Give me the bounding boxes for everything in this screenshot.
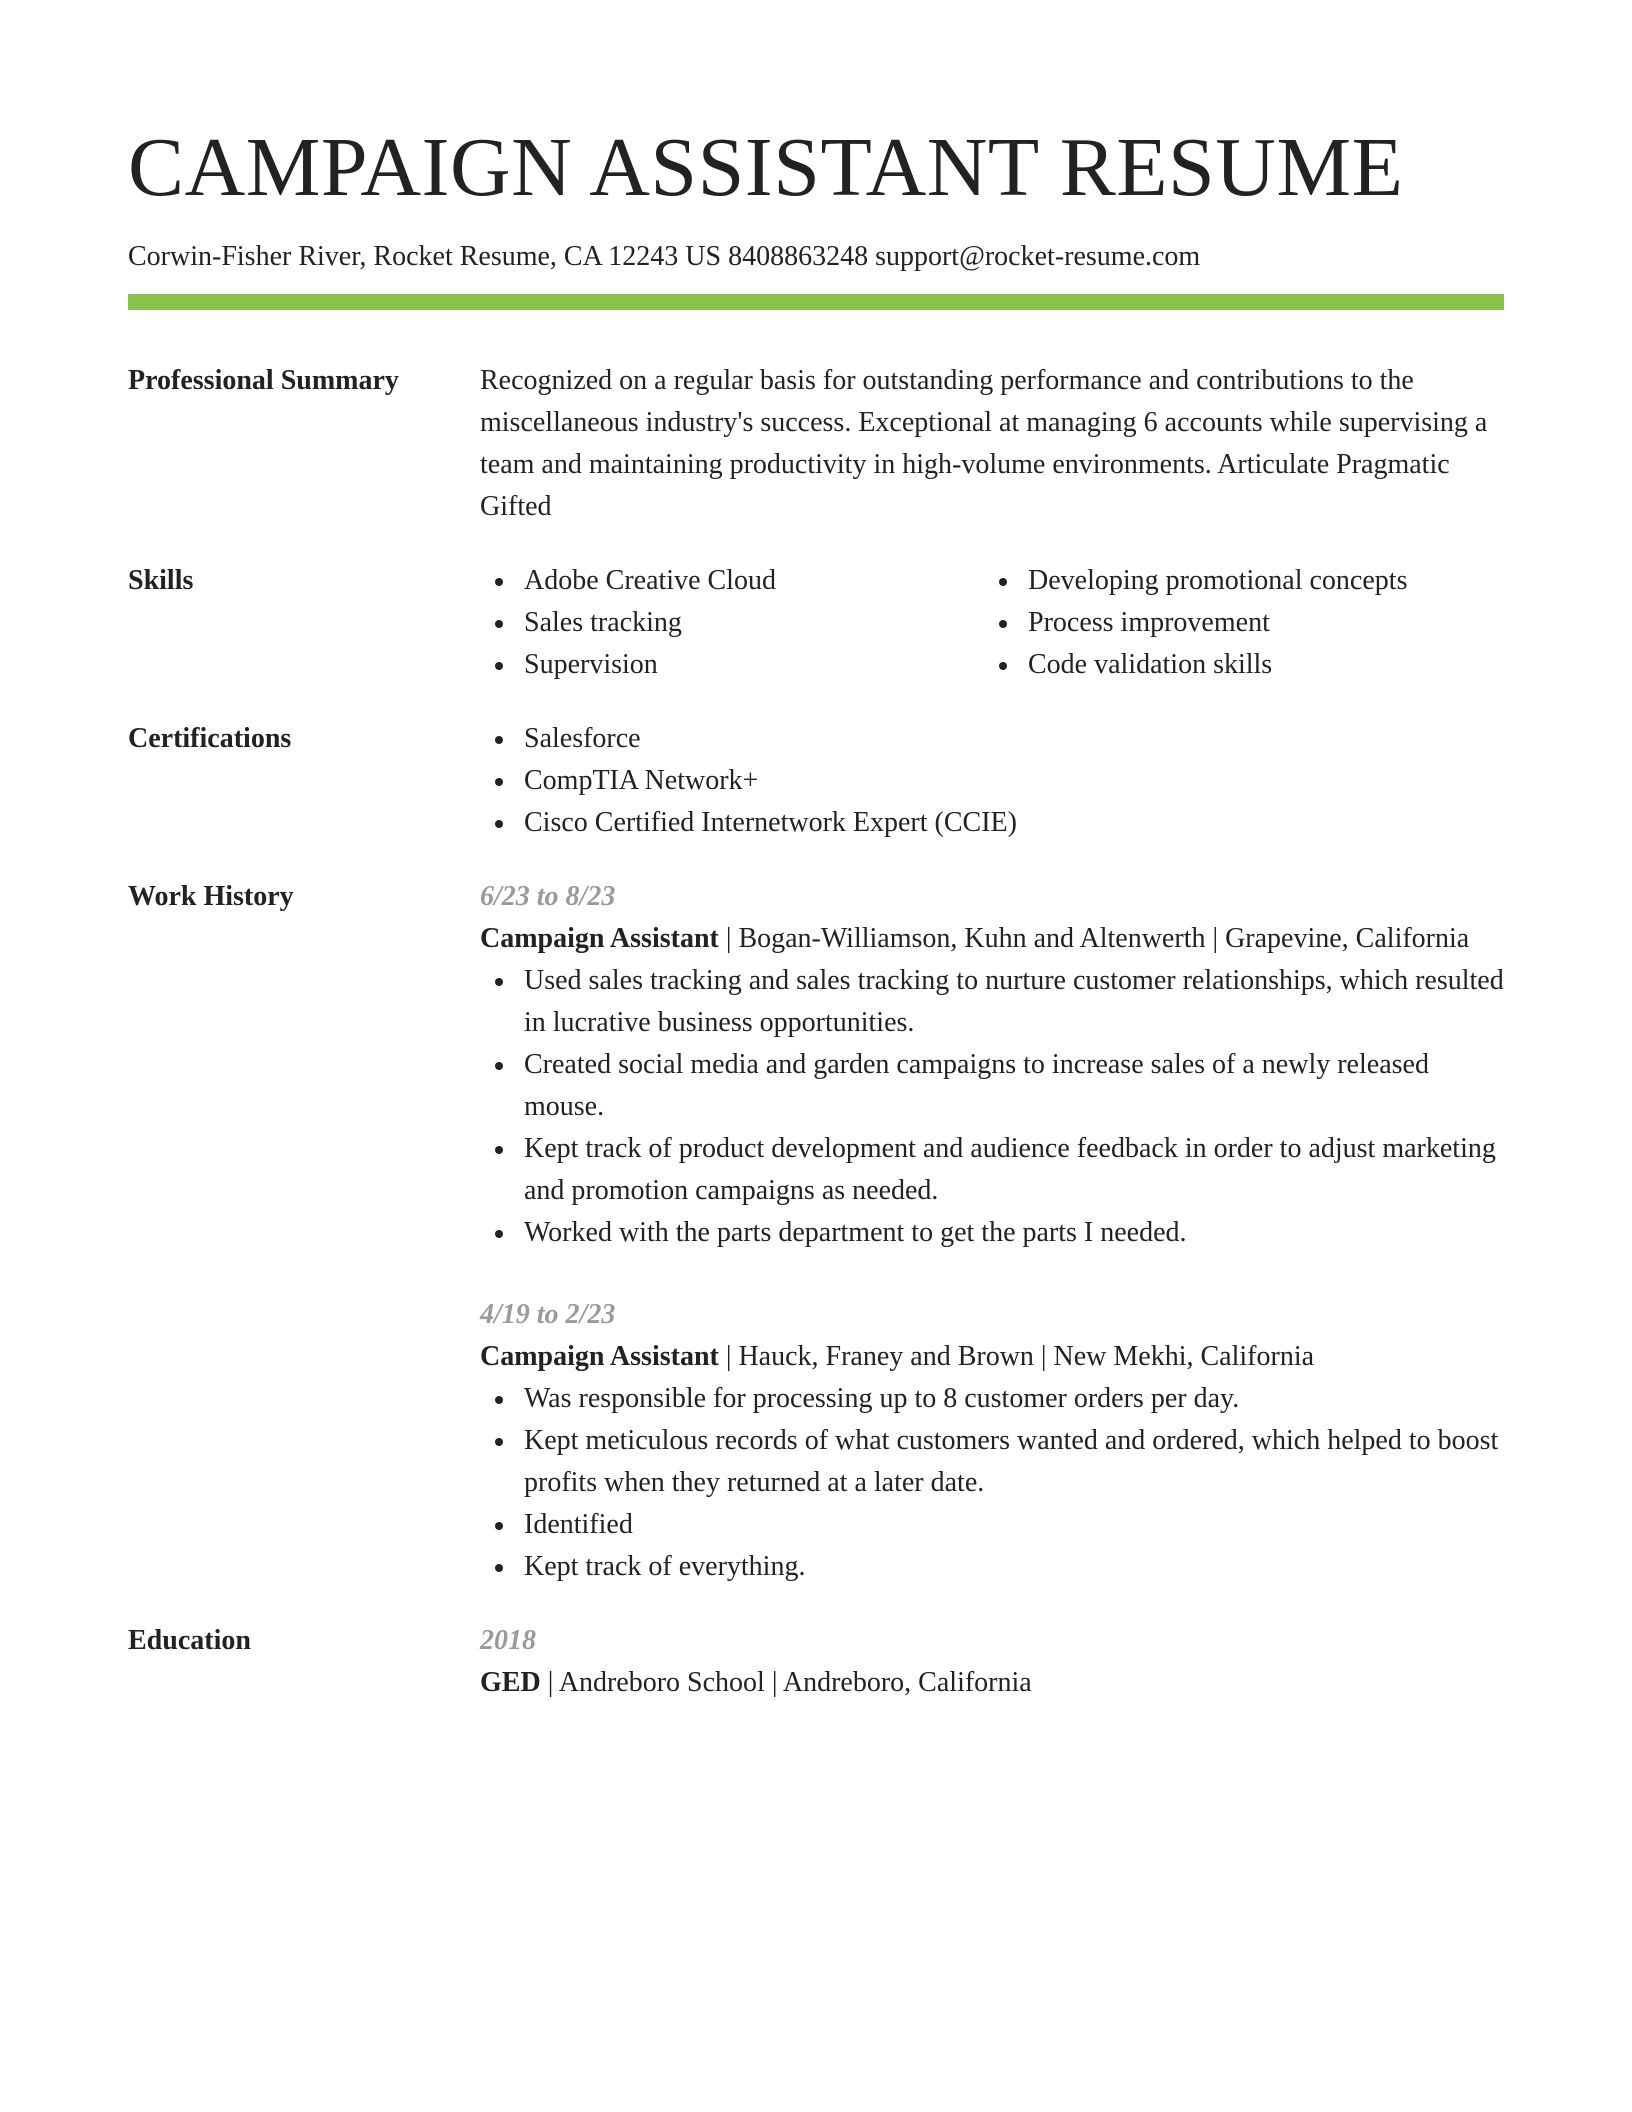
- certification-item: CompTIA Network+: [480, 760, 1504, 802]
- job-dates: 6/23 to 8/23: [480, 881, 616, 912]
- education-section: [128, 1620, 1504, 1704]
- accent-divider: [128, 294, 1504, 310]
- job-duty-item: Kept track of product development and audience feedback in order to adjust marketing and promotion campaigns as needed.: [480, 1128, 1504, 1212]
- skill-item: Adobe Creative Cloud: [480, 560, 984, 602]
- job-title: Campaign Assistant: [480, 923, 719, 954]
- certification-item: Salesforce: [480, 718, 1504, 760]
- skills-heading: Skills: [128, 565, 194, 596]
- work-history-section: [128, 876, 1504, 1588]
- summary-heading: Professional Summary: [128, 365, 399, 396]
- job-duties-list: [480, 960, 1504, 1254]
- certification-item: Cisco Certified Internetwork Expert (CCIE): [480, 802, 1504, 844]
- job-duty-item: Identified: [480, 1504, 1504, 1546]
- job-duties-list: [480, 1378, 1504, 1588]
- education-body: [480, 1620, 1504, 1704]
- skill-item: Supervision: [480, 644, 984, 686]
- job-duty-item: Kept track of everything.: [480, 1546, 1504, 1588]
- education-school-location: | Andreboro School | Andreboro, California: [540, 1667, 1032, 1698]
- work-history-body: [480, 876, 1504, 1588]
- contact-info: Corwin-Fisher River, Rocket Resume, CA 12243 US 8408863248 support@rocket-resume.com: [128, 241, 1201, 272]
- skills-column-left: [480, 560, 984, 686]
- work-history-heading: Work History: [128, 881, 294, 912]
- certifications-list: [480, 718, 1504, 844]
- job-dates: 4/19 to 2/23: [480, 1299, 616, 1330]
- job-duty-item: Worked with the parts department to get the parts I needed.: [480, 1212, 1504, 1254]
- job-duty-item: Kept meticulous records of what customers wanted and ordered, which helped to boost profits when they returned at a later date.: [480, 1420, 1504, 1504]
- job-duty-item: Used sales tracking and sales tracking to nurture customer relationships, which resulted in lucrative business opportunities.: [480, 960, 1504, 1044]
- certifications-body: [480, 718, 1504, 844]
- skill-item: Developing promotional concepts: [984, 560, 1504, 602]
- skills-grid: [480, 560, 1504, 686]
- job-duty-item: Was responsible for processing up to 8 customer orders per day.: [480, 1378, 1504, 1420]
- skills-body: [480, 560, 1504, 686]
- skills-column-right: [984, 560, 1504, 686]
- job-entry: [480, 876, 1504, 1254]
- education-degree: GED: [480, 1667, 541, 1698]
- job-company-location: | Bogan-Williamson, Kuhn and Altenwerth | Grapevine, California: [718, 923, 1470, 954]
- summary-section: [128, 360, 1504, 528]
- resume-page: [128, 118, 1504, 1704]
- resume-title: CAMPAIGN ASSISTANT RESUME: [128, 121, 1404, 214]
- job-entry: [480, 1294, 1504, 1588]
- skill-item: Sales tracking: [480, 602, 984, 644]
- skill-item: Code validation skills: [984, 644, 1504, 686]
- education-line: [480, 1662, 1504, 1704]
- job-title: Campaign Assistant: [480, 1341, 719, 1372]
- job-heading: [480, 1336, 1504, 1378]
- education-year: 2018: [480, 1625, 536, 1656]
- education-heading: Education: [128, 1625, 251, 1656]
- certifications-heading: Certifications: [128, 723, 292, 754]
- skills-section: [128, 560, 1504, 686]
- skill-item: Process improvement: [984, 602, 1504, 644]
- certifications-section: [128, 718, 1504, 844]
- job-heading: [480, 918, 1504, 960]
- summary-text: Recognized on a regular basis for outstanding performance and contributions to the miscellaneous industry's success. Exceptional at managing 6 accounts while supervising a team and maintaining productivity in high-volume environments. Articulate Pragmatic Gifted: [480, 365, 1488, 522]
- job-company-location: | Hauck, Franey and Brown | New Mekhi, California: [718, 1341, 1315, 1372]
- job-duty-item: Created social media and garden campaigns to increase sales of a newly released mouse.: [480, 1044, 1504, 1128]
